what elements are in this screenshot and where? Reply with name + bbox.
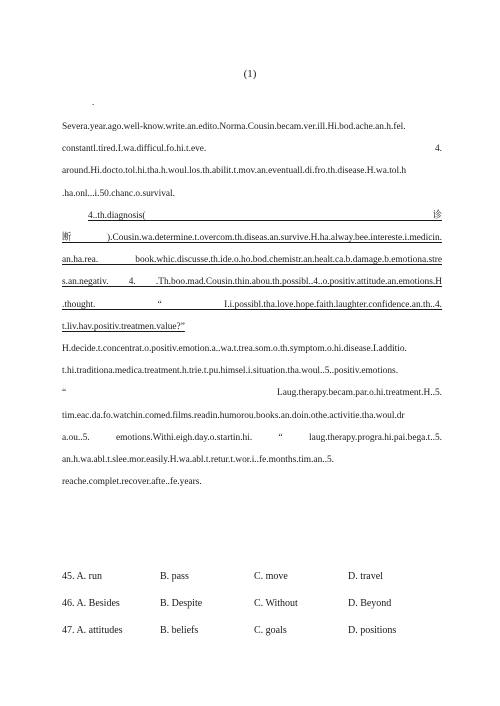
paragraph-2 — [62, 205, 442, 338]
option-a[interactable] — [62, 598, 160, 609]
option-d[interactable]: D. travel — [347, 571, 383, 582]
passage-line: .thought. “ I.i.possibl.tha.love.hope.faith.laughter.confidence.an.th..4. — [62, 299, 442, 310]
option-text: A. run — [76, 571, 103, 582]
question-number: 47. — [62, 625, 75, 636]
passage-line: reache.complet.recover.afte..fe.years. — [62, 477, 202, 488]
passage-line: 断).Cousin.wa.determine.t.overcom.th.diseas.an.survive.H.ha.alway.bee.intereste.i.medicin. — [62, 233, 442, 244]
option-a[interactable] — [62, 625, 160, 636]
passage-line: an.h.wa.abl.t.slee.mor.easily.H.wa.abl.t.retur.t.wor.i..fe.months.tim.an..5. — [62, 455, 334, 466]
passage-line: a.ou..5. emotions.Withi.eigh.day.o.startin.hi. “ laug.therapy.progra.hi.pai.bega.t..5. — [62, 432, 442, 443]
passage-line: “ Laug.therapy.becam.par.o.hi.treatment.H..5. — [62, 388, 442, 399]
passage-line: .ha.onl...i.50.chanc.o.survival. — [62, 188, 175, 199]
answer-options — [62, 563, 442, 644]
passage-line: 4..th.diagnosis( 诊 — [88, 210, 442, 221]
passage-line: Severa.year.ago.well-know.write.an.edito.Norma.Cousin.becam.ver.ill.Hi.bod.ache.an.h.fel. — [62, 122, 406, 132]
paragraph-marker: . — [92, 97, 95, 107]
passage-line: tim.eac.da.fo.watchin.comed.films.readin.humorou.books.an.doin.othe.activitie.tha.woul.dr — [62, 410, 405, 421]
option-text: A. attitudes — [76, 625, 123, 636]
option-b[interactable]: B. Despite — [159, 598, 203, 609]
question-47 — [62, 617, 442, 644]
question-number: 46. — [62, 598, 75, 609]
option-a[interactable] — [62, 571, 160, 582]
question-number: 45. — [62, 571, 75, 582]
passage-line: s.an.negativ. 4. .Th.boo.mad.Cousin.thin.abou.th.possibl..4..o.positiv.attitude.an.emotions.H — [62, 277, 442, 288]
option-c[interactable]: C. goals — [253, 625, 287, 636]
question-46 — [62, 590, 442, 617]
passage-line: t.liv.hav.positiv.treatmen.value?” — [62, 321, 185, 332]
option-d[interactable]: D. Beyond — [347, 598, 392, 609]
passage-line: around.Hi.docto.tol.hi.tha.h.woul.los.th.abilit.t.mov.an.eventuall.di.fro.th.disease.H.wa.tol.h — [62, 166, 407, 177]
passage-line: constantl.tired.I.wa.difficul.fo.hi.t.eve. 4. — [62, 144, 442, 155]
question-45 — [62, 563, 442, 590]
passage-line: t.hi.traditiona.medica.treatment.h.trie.t.pu.himsel.i.situation.tha.woul..5..positiv.emotions. — [62, 366, 399, 377]
paragraph-1 — [62, 116, 442, 205]
option-d[interactable]: D. positions — [347, 625, 397, 636]
option-b[interactable]: B. pass — [159, 571, 189, 582]
page-number: (1) — [243, 68, 257, 80]
reading-passage — [62, 116, 442, 493]
passage-line: H.decide.t.concentrat.o.positiv.emotion.a..wa.t.trea.som.o.th.symptom.o.hi.disease.I.additio. — [62, 344, 407, 355]
paragraph-3 — [62, 338, 442, 493]
option-c[interactable]: C. move — [253, 571, 288, 582]
option-text: A. Besides — [76, 598, 120, 609]
passage-line: an.ha.rea. book.whic.discusse.th.ide.o.ho.bod.chemistr.an.healt.ca.b.damage.b.emotiona.stre — [62, 255, 442, 266]
option-b[interactable]: B. beliefs — [159, 625, 199, 636]
option-c[interactable]: C. Without — [253, 598, 298, 609]
